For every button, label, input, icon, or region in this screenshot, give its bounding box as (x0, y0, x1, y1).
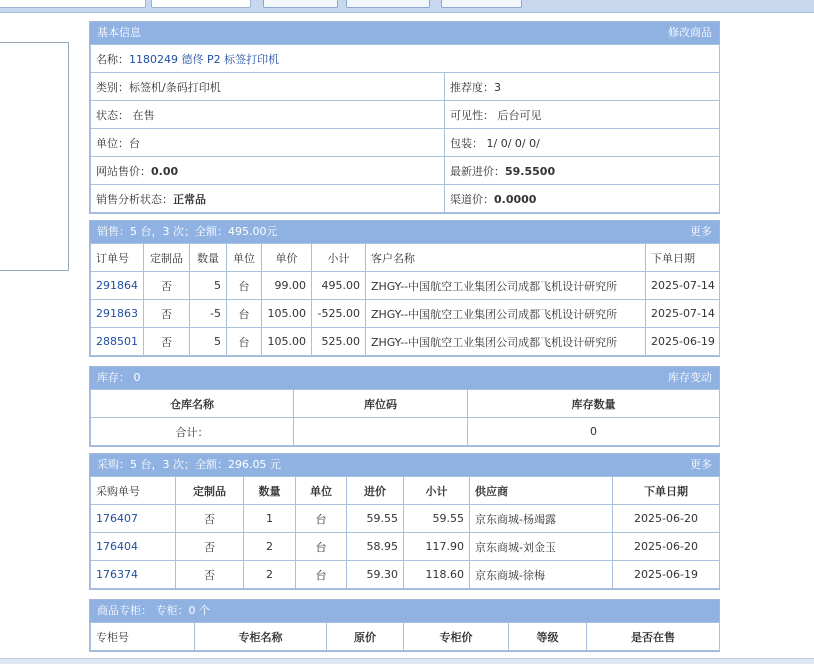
unit-label: 单位： (96, 136, 129, 150)
col-supplier: 供应商 (470, 477, 613, 505)
col-custom: 定制品 (144, 244, 190, 272)
supplier-cell: 京东商城-徐梅 (470, 561, 613, 589)
unit-value: 台 (129, 136, 140, 150)
qty-cell: -5 (190, 300, 227, 328)
basic-info-header (90, 22, 719, 44)
total-location (294, 418, 468, 446)
search-select[interactable] (151, 0, 251, 8)
purchase-order-link[interactable]: 176404 (96, 540, 138, 553)
col-level: 等级 (509, 623, 587, 651)
purchase-header (90, 454, 719, 476)
basic-info-title: 基本信息 (97, 26, 141, 39)
cost-cell: 59.30 (347, 561, 404, 589)
col-unit: 单位 (296, 477, 347, 505)
channel-price-value: 0.0000 (494, 192, 537, 206)
supplier-cell: 京东商城-刘金玉 (470, 533, 613, 561)
col-counter-price: 专柜价 (404, 623, 509, 651)
col-counter-name: 专柜名称 (195, 623, 327, 651)
latest-cost-label: 最新进价： (450, 164, 505, 178)
counter-summary: 商品专柜： 专柜：0 个 (97, 604, 210, 617)
visibility-cell (445, 101, 720, 129)
date-cell: 2025-07-14 (646, 272, 720, 300)
col-on-sale: 是否在售 (587, 623, 720, 651)
package-cell (445, 129, 720, 157)
sales-summary: 销售：5 台，3 次；全额：495.00元 (97, 225, 278, 238)
sales-status-cell (91, 185, 445, 213)
recommend-label: 推荐度： (450, 80, 494, 94)
custom-cell: 否 (144, 272, 190, 300)
col-unit: 单位 (227, 244, 262, 272)
col-price: 单价 (262, 244, 312, 272)
sales-header-row (91, 244, 720, 272)
stock-change-link[interactable]: 库存变动 (668, 371, 712, 384)
price-cell: 105.00 (262, 328, 312, 356)
top-toolbar (0, 0, 814, 13)
col-original-price: 原价 (327, 623, 404, 651)
product-name-link[interactable]: 1180249 德佟 P2 标签打印机 (129, 52, 280, 66)
purchase-more-link[interactable]: 更多 (690, 458, 712, 471)
col-purchase-no: 采购单号 (91, 477, 176, 505)
channel-price-label: 渠道价： (450, 192, 494, 206)
visibility-label: 可见性： (450, 108, 494, 122)
table-row (91, 300, 720, 328)
custom-cell: 否 (176, 561, 244, 589)
sales-table (90, 243, 720, 356)
basic-info-table (90, 44, 720, 213)
qty-cell: 2 (244, 533, 296, 561)
stock-summary: 库存： 0 (97, 371, 141, 384)
status-value: 在售 (132, 108, 155, 122)
purchase-summary: 采购：5 台，3 次；全额：296.05 元 (97, 458, 281, 471)
sales-order-link[interactable]: 291863 (96, 307, 138, 320)
custom-cell: 否 (144, 300, 190, 328)
latest-cost-cell (445, 157, 720, 185)
date-cell: 2025-06-19 (613, 561, 720, 589)
channel-price-cell (445, 185, 720, 213)
product-image-box (0, 42, 69, 271)
col-stock-qty: 库存数量 (468, 390, 720, 418)
col-order-no: 订单号 (91, 244, 144, 272)
unit-cell: 台 (227, 328, 262, 356)
toolbar-button-3[interactable] (441, 0, 522, 8)
date-cell: 2025-06-20 (613, 533, 720, 561)
counter-header (90, 600, 719, 622)
stock-header (90, 367, 719, 389)
category-value: 标签机/条码打印机 (129, 80, 221, 94)
custom-cell: 否 (144, 328, 190, 356)
customer-cell: ZHGY--中国航空工业集团公司成都飞机设计研究所 (366, 300, 646, 328)
sales-header (90, 221, 719, 243)
cost-cell: 59.55 (347, 505, 404, 533)
purchase-table (90, 476, 720, 589)
col-subtotal: 小计 (404, 477, 470, 505)
basic-info-panel (89, 21, 720, 214)
qty-cell: 2 (244, 561, 296, 589)
col-date: 下单日期 (613, 477, 720, 505)
recommend-cell (445, 73, 720, 101)
name-cell (91, 45, 720, 73)
table-row (91, 505, 720, 533)
col-qty: 数量 (244, 477, 296, 505)
latest-cost-value: 59.5500 (505, 164, 556, 178)
bottom-bar (0, 658, 814, 664)
package-value: 1/ 0/ 0/ 0/ (486, 136, 540, 150)
unit-cell: 台 (227, 272, 262, 300)
total-qty: 0 (468, 418, 720, 446)
table-row (91, 561, 720, 589)
qty-cell: 5 (190, 272, 227, 300)
col-qty: 数量 (190, 244, 227, 272)
unit-cell: 台 (296, 505, 347, 533)
custom-cell: 否 (176, 505, 244, 533)
name-label: 名称： (96, 52, 129, 66)
col-location: 库位码 (294, 390, 468, 418)
subtotal-cell: 118.60 (404, 561, 470, 589)
stock-header-row (91, 390, 720, 418)
unit-cell: 台 (296, 533, 347, 561)
subtotal-cell: 495.00 (312, 272, 366, 300)
cost-cell: 58.95 (347, 533, 404, 561)
web-price-cell (91, 157, 445, 185)
total-label: 合计： (91, 418, 294, 446)
subtotal-cell: 525.00 (312, 328, 366, 356)
visibility-value: 后台可见 (497, 108, 542, 122)
table-row (91, 272, 720, 300)
subtotal-cell: 117.90 (404, 533, 470, 561)
qty-cell: 1 (244, 505, 296, 533)
search-input[interactable] (0, 0, 146, 8)
purchase-panel (89, 453, 720, 590)
status-cell (91, 101, 445, 129)
sales-order-link[interactable]: 288501 (96, 335, 138, 348)
sales-order-link[interactable]: 291864 (96, 279, 138, 292)
price-cell: 105.00 (262, 300, 312, 328)
sales-more-link[interactable]: 更多 (690, 225, 712, 238)
web-price-value: 0.00 (151, 164, 179, 178)
counter-panel (89, 599, 720, 652)
date-cell: 2025-06-19 (646, 328, 720, 356)
web-price-label: 网站售价： (96, 164, 151, 178)
purchase-header-row (91, 477, 720, 505)
subtotal-cell: -525.00 (312, 300, 366, 328)
table-row (91, 533, 720, 561)
category-label: 类别： (96, 80, 129, 94)
col-cost: 进价 (347, 477, 404, 505)
counter-table (90, 622, 720, 651)
customer-cell: ZHGY--中国航空工业集团公司成都飞机设计研究所 (366, 272, 646, 300)
edit-product-link[interactable]: 修改商品 (668, 26, 712, 39)
stock-total-row (91, 418, 720, 446)
col-date: 下单日期 (646, 244, 720, 272)
sales-panel (89, 220, 720, 357)
toolbar-button-2[interactable] (346, 0, 430, 8)
sales-status-value: 正常品 (173, 192, 206, 206)
price-cell: 99.00 (262, 272, 312, 300)
stock-panel (89, 366, 720, 447)
unit-cell: 台 (296, 561, 347, 589)
toolbar-button-1[interactable] (263, 0, 338, 8)
package-label: 包装： (450, 136, 483, 150)
supplier-cell: 京东商城-杨竭露 (470, 505, 613, 533)
unit-cell: 台 (227, 300, 262, 328)
custom-cell: 否 (176, 533, 244, 561)
unit-cell (91, 129, 445, 157)
sales-status-label: 销售分析状态： (96, 192, 173, 206)
date-cell: 2025-07-14 (646, 300, 720, 328)
col-warehouse: 仓库名称 (91, 390, 294, 418)
recommend-value: 3 (494, 80, 501, 94)
subtotal-cell: 59.55 (404, 505, 470, 533)
customer-cell: ZHGY--中国航空工业集团公司成都飞机设计研究所 (366, 328, 646, 356)
qty-cell: 5 (190, 328, 227, 356)
col-subtotal: 小计 (312, 244, 366, 272)
purchase-order-link[interactable]: 176374 (96, 568, 138, 581)
date-cell: 2025-06-20 (613, 505, 720, 533)
col-counter-no: 专柜号 (91, 623, 195, 651)
table-row (91, 328, 720, 356)
col-custom: 定制品 (176, 477, 244, 505)
category-cell (91, 73, 445, 101)
status-label: 状态： (96, 108, 129, 122)
purchase-order-link[interactable]: 176407 (96, 512, 138, 525)
counter-header-row (91, 623, 720, 651)
stock-table (90, 389, 720, 446)
col-customer: 客户名称 (366, 244, 646, 272)
